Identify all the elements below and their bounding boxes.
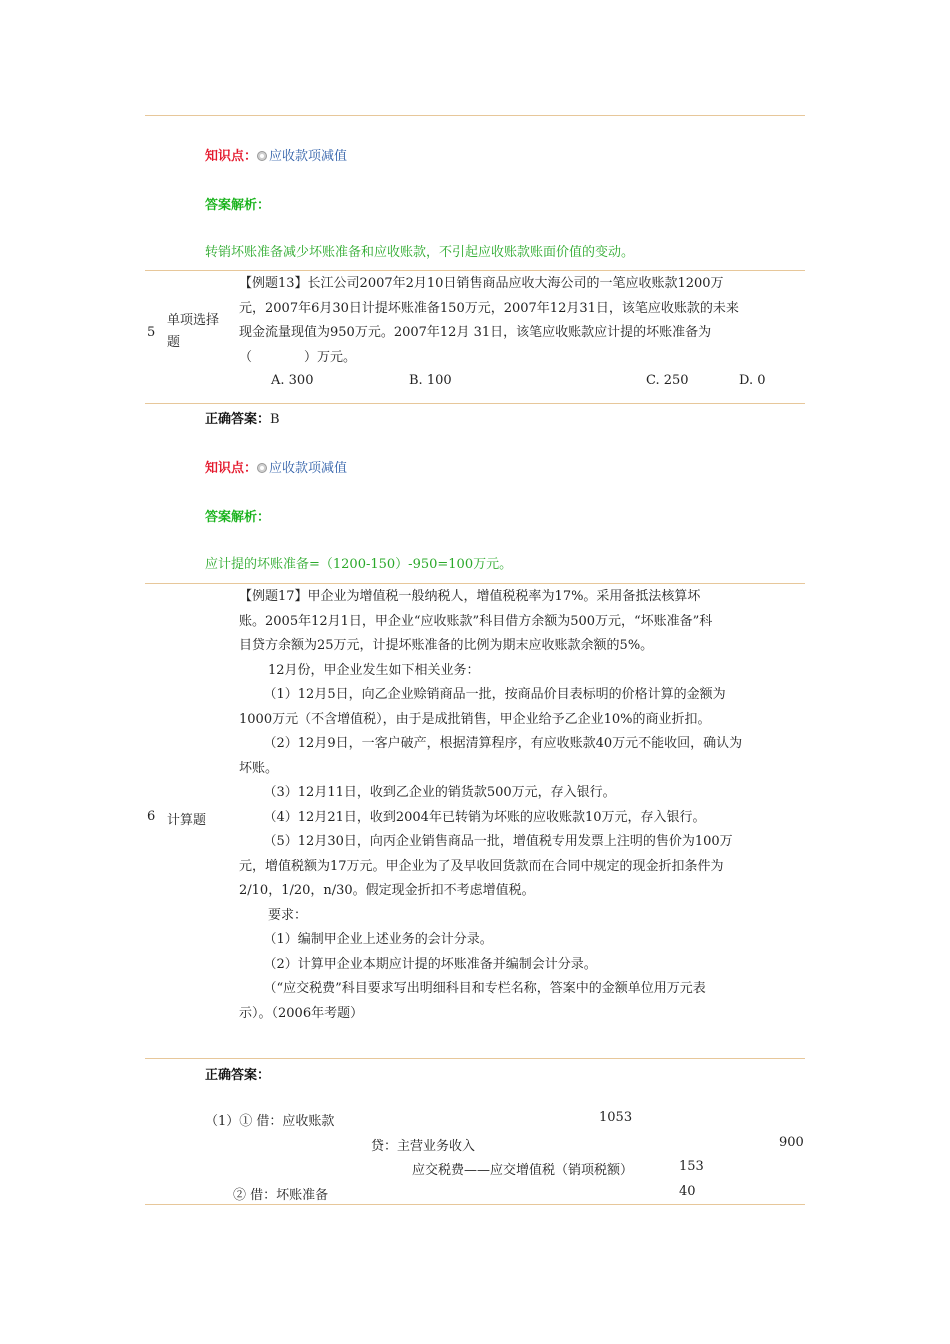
entry-amount: 153	[679, 1159, 704, 1174]
question-type-line: 题	[167, 335, 181, 350]
stem-line: 账。2005年12月1日，甲企业“应收账款”科目借方余额为500万元，“坏账准备”科	[239, 613, 713, 629]
entry-text: 贷：主营业务收入	[371, 1139, 476, 1154]
divider-bottom	[145, 1204, 805, 1205]
divider-top	[145, 115, 805, 116]
answer-value: B	[270, 412, 280, 427]
knowledge-point	[205, 145, 347, 164]
stem-line: （2）12月9日，一客户破产，根据清算程序，有应收账款40万元不能收回，确认为	[257, 736, 743, 751]
stem-line: 坏账。	[239, 760, 279, 776]
divider	[145, 403, 805, 404]
stem-line: （“应交税费”科目要求写出明细科目和专栏名称，答案中的金额单位用万元表	[257, 981, 706, 996]
stem-line: 12月份，甲企业发生如下相关业务：	[255, 662, 480, 678]
stem-line: 【例题13】长江公司2007年2月10日销售商品应收大海公司的一笔应收账款1200万	[239, 276, 724, 291]
stem-line: （ ）万元。	[239, 349, 357, 365]
option-b[interactable]: B. 100	[409, 373, 452, 388]
option-list	[0, 373, 950, 393]
option-d[interactable]: D. 0	[739, 373, 766, 388]
question-number: 5	[147, 325, 156, 340]
analysis-text: 应计提的坏账准备=（1200-150）-950=100万元。	[205, 557, 513, 572]
question-type: 计算题	[167, 813, 207, 828]
stem-line: （2）计算甲企业本期应计提的坏账准备并编制会计分录。	[257, 956, 597, 972]
divider	[145, 583, 805, 584]
entry-text: ② 借：坏账准备	[233, 1188, 329, 1203]
stem-line: 目贷方余额为25万元，计提坏账准备的比例为期末应收账款余额的5%。	[239, 638, 654, 653]
option-c[interactable]: C. 250	[646, 373, 689, 388]
knowledge-link[interactable]: 应收款项减值	[269, 149, 348, 164]
knowledge-point	[205, 457, 347, 476]
stem-line: 元，2007年6月30日计提坏账准备150万元，2007年12月31日，该笔应收账款的未来	[239, 300, 739, 316]
divider	[145, 270, 805, 271]
stem-line: 2/10，1/20，n/30。假定现金折扣不考虑增值税。	[239, 883, 535, 898]
question-stem	[239, 585, 742, 1026]
entry-amount: 40	[679, 1184, 696, 1199]
radio-bullet-icon	[257, 151, 267, 161]
stem-line: 【例题17】甲企业为增值税一般纳税人，增值税税率为17%。采用备抵法核算坏	[239, 589, 701, 604]
knowledge-label: 知识点：	[205, 461, 258, 476]
question-type-line: 单项选择	[167, 313, 220, 328]
correct-answer	[205, 408, 280, 427]
entry-amount: 900	[779, 1135, 804, 1150]
stem-line: 要求：	[255, 907, 308, 923]
analysis-label: 答案解析：	[205, 198, 271, 213]
stem-line: （1）12月5日，向乙企业赊销商品一批，按商品价目表标明的价格计算的金额为	[257, 687, 726, 702]
stem-line: （5）12月30日，向丙企业销售商品一批，增值税专用发票上注明的售价为100万	[257, 834, 733, 849]
entry-amount: 1053	[599, 1110, 633, 1125]
question-type	[167, 310, 219, 354]
stem-line: （1）编制甲企业上述业务的会计分录。	[257, 932, 493, 947]
stem-line: 1000万元（不含增值税），由于是成批销售，甲企业给予乙企业10%的商业折扣。	[239, 711, 711, 727]
radio-bullet-icon	[257, 463, 267, 473]
stem-line: 示）。（2006年考题）	[239, 1005, 364, 1021]
knowledge-label: 知识点：	[205, 149, 258, 164]
stem-line: （3）12月11日，收到乙企业的销货款500万元，存入银行。	[257, 785, 616, 800]
knowledge-link[interactable]: 应收款项减值	[269, 461, 348, 476]
answer-label: 正确答案：	[205, 412, 271, 427]
divider	[145, 1058, 805, 1059]
option-a[interactable]: A. 300	[271, 373, 314, 388]
analysis-text: 转销坏账准备减少坏账准备和应收账款，不引起应收账款账面价值的变动。	[205, 245, 635, 260]
question-stem	[239, 272, 739, 370]
entry-text: 应交税费——应交增值税（销项税额）	[412, 1163, 634, 1178]
stem-line: 现金流量现值为950万元。2007年12月 31日，该笔应收账款应计提的坏账准备为	[239, 325, 712, 340]
entry-text: （1）① 借：应收账款	[205, 1114, 335, 1129]
stem-line: 元，增值税额为17万元。甲企业为了及早收回货款而在合同中规定的现金折扣条件为	[239, 858, 724, 874]
answer-label: 正确答案：	[205, 1068, 271, 1083]
analysis-label: 答案解析：	[205, 510, 271, 525]
question-number: 6	[147, 809, 156, 824]
stem-line: （4）12月21日，收到2004年已转销为坏账的应收账款10万元，存入银行。	[257, 809, 706, 825]
